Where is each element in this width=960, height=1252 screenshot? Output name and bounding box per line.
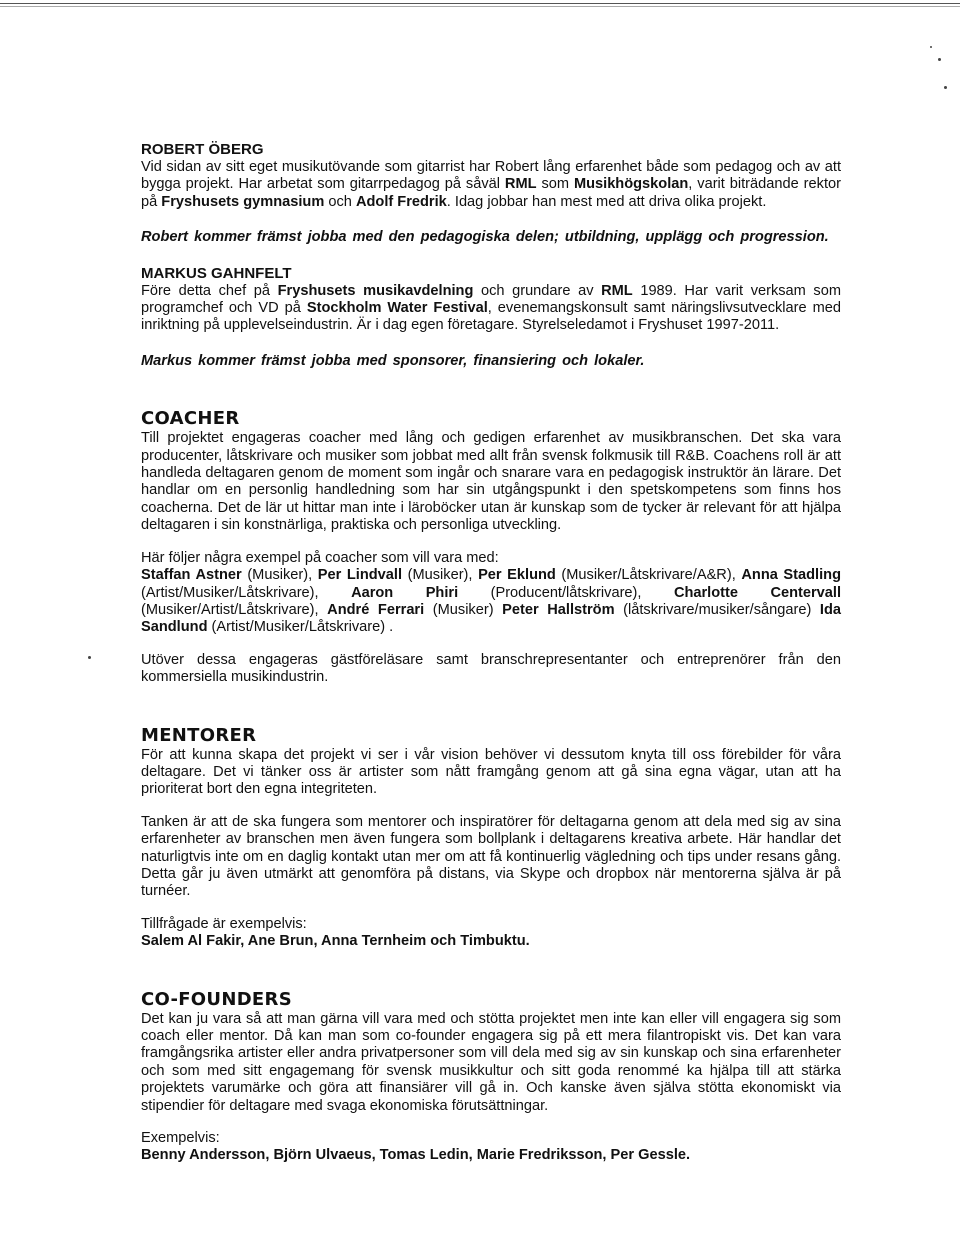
coacher-examples — [141, 567, 841, 637]
bold-segment: Per Eklund — [478, 567, 556, 584]
coacher-extra: Utöver dessa engageras gästföreläsare samt branschrepresentanter och entreprenörer från den kommersiella musikindustrin. — [141, 651, 841, 686]
scan-speck — [930, 46, 932, 48]
scan-speck — [938, 58, 941, 61]
coacher-heading: COACHER — [141, 408, 240, 430]
bold-segment: Staffan Astner — [141, 567, 242, 584]
mentorer-p2: Tanken är att de ska fungera som mentorer och inspiratörer för deltagarna genom att dela med sig av sina erfarenheter av branschen men även fungera som bollplank i deltagarens kreativa arbete. Här handlar det naturligtvis inte om en daglig kontakt utan mer om att få kontinuerlig vägledning och tips under resans gång. Detta går ju även utmärkt att genomföra på distans, via Skype och dropbox när mentorerna själva är på turnéer. — [141, 813, 841, 900]
bold-segment: RML — [601, 282, 633, 299]
text-segment: , evenemangskonsult samt näringslivsutvecklare med inriktning på upplevelseindustrin. Är i dag egen företagare. Styrelseledamot i Fryshuset 1997-2011. — [141, 300, 841, 334]
cofounders-heading: CO-FOUNDERS — [141, 988, 292, 1010]
text-segment: och grundare av — [473, 282, 602, 299]
markus-focus: Markus kommer främst jobba med sponsorer, finansiering och lokaler. — [141, 352, 645, 369]
top-rule — [0, 3, 960, 4]
bold-segment: Fryshusets musikavdelning — [277, 282, 474, 299]
bold-segment: Stockholm Water Festival — [306, 300, 488, 317]
coacher-intro: Till projektet engageras coacher med lång och gedigen erfarenhet av musikbranschen. Det ska vara producenter, låtskrivare och musiker som jobbat med allt från svensk folkmusik till R&B. Coachens roll är att handleda deltagaren genom de moment som ingår och snarare vara en pedagogisk instruktör än lärare. Det handlar om en personlig handledning som har sin utgångspunkt i den spetskompetens som finns hos coacherna. Det de lär ut hittar man inte i läroböcker utan är kunskap som de tycker är relevant för att hjälpa deltagaren i sin konstnärliga, praktiska och personliga utveckling. — [141, 430, 841, 534]
cofounders-p1: Det kan ju vara så att man gärna vill vara med och stötta projektet men inte kan eller vill engagera sig som coach eller mentor. Då kan man som co-founder engagera sig på ett mera filantropiskt vis. Det kan vara framgångsrika artister eller andra privatpersoner som vill dela med sig av sin kunskap och sina erfarenheter och som med sitt engagemang för svensk musikkultur och sitt goda renommé ka hjälpa till att stärka projektets varumärke och göra att finansiärer vill gå in. Och kanske även själva stötta ekonomiskt via stipendier för deltagare med svaga ekonomiska förutsättningar. — [141, 1010, 841, 1114]
text-segment: (Artist/Musiker/Låtskrivare) . — [207, 619, 394, 636]
cofounders-example-names: Benny Andersson, Björn Ulvaeus, Tomas Ledin, Marie Fredriksson, Per Gessle. — [141, 1147, 691, 1164]
text-segment: som — [536, 176, 574, 193]
markus-heading: MARKUS GAHNFELT — [141, 264, 292, 282]
mentorer-asked-label: Tillfrågade är exempelvis: — [141, 915, 307, 932]
text-segment: (Artist/Musiker/Låtskrivare), — [141, 584, 352, 601]
cofounders-example-label: Exempelvis: — [141, 1130, 220, 1147]
mentorer-p1: För att kunna skapa det projekt vi ser i vår vision behöver vi dessutom knyta till oss förebilder för våra deltagare. Det vi tänker oss är artister som nått framgång genom att gå sina egna vägar, utan att ha prioriterat bort den egna integriteten. — [141, 746, 841, 798]
bold-segment: Fryshusets gymnasium — [161, 193, 325, 210]
bold-segment: RML — [504, 176, 537, 193]
text-segment: (Musiker/Låtskrivare/A&R), — [555, 567, 742, 584]
text-segment: 1989. Har varit verksam som programchef och VD på — [141, 282, 841, 317]
bold-segment: Anna Stadling — [741, 567, 841, 584]
scan-speck — [944, 86, 947, 89]
bold-segment: Charlotte Centervall — [673, 584, 842, 601]
scan-speck — [88, 656, 91, 659]
mentorer-heading: MENTORER — [141, 724, 257, 746]
bold-segment: Peter Hallström — [502, 601, 615, 618]
bold-segment: André Ferrari — [327, 601, 425, 618]
text-segment: och — [324, 193, 356, 210]
robert-focus: Robert kommer främst jobba med den pedagogiska delen; utbildning, upplägg och progression. — [141, 229, 829, 246]
text-segment: Före detta chef på — [141, 282, 278, 299]
text-segment: , varit biträdande rektor på — [141, 176, 841, 210]
bold-segment: Ida Sandlund — [141, 601, 841, 636]
bold-segment: Per Lindvall — [317, 567, 403, 584]
text-segment: . Idag jobbar han mest med att driva olika projekt. — [446, 193, 767, 210]
coacher-examples-intro: Här följer några exempel på coacher som vill vara med: — [141, 549, 499, 566]
text-segment: (Musiker), — [402, 567, 479, 584]
text-segment: (Musiker) — [424, 601, 503, 618]
bold-segment: Musikhögskolan — [573, 176, 689, 193]
text-segment: (Musiker/Artist/Låtskrivare), — [141, 601, 328, 618]
bold-segment: Adolf Fredrik — [355, 193, 447, 210]
text-segment: Vid sidan av sitt eget musikutövande som gitarrist har Robert lång erfarenhet både som pedagog och av att bygga projekt. Har arbetat som gitarrpedagog på såväl — [141, 159, 841, 193]
top-rule-secondary — [0, 6, 960, 7]
text-segment: (Musiker), — [241, 567, 318, 584]
robert-bio — [141, 159, 841, 211]
document-body — [141, 141, 841, 1165]
text-segment: (Producent/låtskrivare), — [458, 584, 674, 601]
robert-heading: ROBERT ÖBERG — [141, 141, 264, 158]
bold-segment: Aaron Phiri — [351, 584, 459, 601]
mentorer-asked-names: Salem Al Fakir, Ane Brun, Anna Ternheim och Timbuktu. — [141, 933, 530, 950]
markus-bio — [141, 283, 841, 335]
text-segment: (låtskrivare/musiker/sångare) — [614, 601, 820, 618]
